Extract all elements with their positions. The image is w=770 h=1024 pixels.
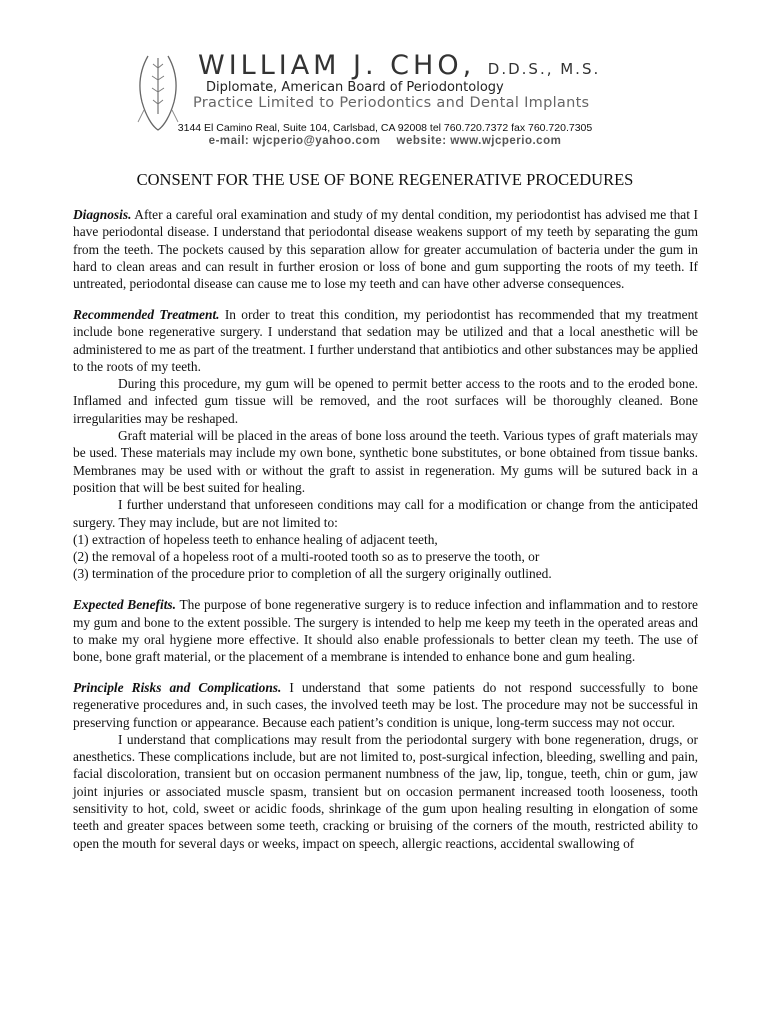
treatment-paragraph: Recommended Treatment. In order to treat this condition, my periodontist has recommended that my treatment include bone regenerative surgery. I understand that sedation may be utilized and that a local anesthetic will be administered to me as part of the treatment. I further understand that antibiotics and other substances may be applied to the roots of my teeth. <box>73 306 699 374</box>
diagnosis-paragraph: Diagnosis. After a careful oral examination and study of my dental condition, my periodontist has advised me that I have periodontal disease. I understand that periodontal disease weakens support of my teeth by separating the gum from the teeth. The pockets caused by this separation allow for greater accumulation of bacteria under the gum in hard to clean areas and can result in further erosion or loss of bone and gum supporting the roots of my teeth. If untreated, periodontal disease can cause me to lose my teeth and can have other adverse consequences. <box>73 207 698 292</box>
email-text: e-mail: wjcperio@yahoo.com <box>208 135 381 147</box>
practitioner-name: WILLIAM J. CHO, D.D.S., M.S. <box>198 50 601 81</box>
document-body <box>73 206 698 852</box>
benefits-paragraph: Expected Benefits. The purpose of bone regenerative surgery is to reduce infection and inflammation and to restore my gum and bone to the extent possible. The surgery is intended to help me keep my teeth in the operated areas and to make my oral hygiene more effective. It should also enable professionals to better clean my teeth. The use of bone, bone graft material, or the placement of a membrane is intended to enhance bone and gum healing. <box>73 597 699 665</box>
list-item: (3) termination of the procedure prior to completion of all the surgery originally outlined. <box>73 566 552 582</box>
document-title: CONSENT FOR THE USE OF BONE REGENERATIVE PROCEDURES <box>136 170 634 189</box>
treatment-paragraph-4: I further understand that unforeseen conditions may call for a modification or change from the anticipated surgery. They may include, but are not limited to: <box>73 497 698 530</box>
risks-paragraph-2: I understand that complications may result from the periodontal surgery with bone regeneration, drugs, or anesthetics. These complications include, but are not limited to, post-surgical infection, bleeding, swelling and pain, facial discoloration, transient but on occasion permanent numbness of the jaw, lip, tongue, teeth, chin or gum, jaw joint injuries or associated muscle spasm, transient but on occasion permanent increased tooth looseness, tooth sensitivity to hot, cold, sweet or acidic foods, shrinkage of the gum upon healing resulting in elongation of some teeth and greater spaces between some teeth, cracking or bruising of the corners of the mouth, restricted ability to open the mouth for several days or weeks, impact on speech, allergic reactions, accidental swallowing of <box>73 731 698 851</box>
treatment-paragraph-3: Graft material will be placed in the areas of bone loss around the teeth. Various types of graft materials may be used. These materials may include my own bone, synthetic bone substitutes, or bone obtained from tissue banks. Membranes may be used with or without the graft to assist in regeneration. My gums will be sutured back in a position that will be best suited for healing. <box>73 428 698 495</box>
treatment-paragraph-2: During this procedure, my gum will be opened to permit better access to the roots and to the eroded bone. Inflamed and infected gum tissue will be removed, and the root surfaces will be thoroughly cleaned. Bone irregularities may be reshaped. <box>73 376 698 426</box>
list-item: (1) extraction of hopeless teeth to enhance healing of adjacent teeth, <box>73 531 438 547</box>
treatment-heading: Recommended Treatment. <box>73 306 220 322</box>
practice-line: Practice Limited to Periodontics and Dental Implants <box>193 95 590 111</box>
contact-line <box>0 135 770 147</box>
risks-heading: Principle Risks and Complications. <box>73 679 282 695</box>
risks-paragraph: Principle Risks and Complications. I understand that some patients do not respond successfully to bone regenerative procedures and, in such cases, the involved teeth may be lost. The procedure may not be successful in preserving function or appearance. Because each patient’s condition is unique, long-term success may not occur. <box>73 679 698 730</box>
address-line: 3144 El Camino Real, Suite 104, Carlsbad, CA 92008 tel 760.720.7372 fax 760.720.7305 <box>177 122 593 134</box>
website-text: website: www.wjcperio.com <box>396 135 562 147</box>
diagnosis-heading: Diagnosis. <box>73 207 132 222</box>
dental-implant-logo-icon <box>132 52 184 132</box>
list-item: (2) the removal of a hopeless root of a multi-rooted tooth so as to preserve the tooth, or <box>73 549 540 565</box>
benefits-heading: Expected Benefits. <box>73 597 176 613</box>
diplomate-line: Diplomate, American Board of Periodontology <box>206 80 504 95</box>
